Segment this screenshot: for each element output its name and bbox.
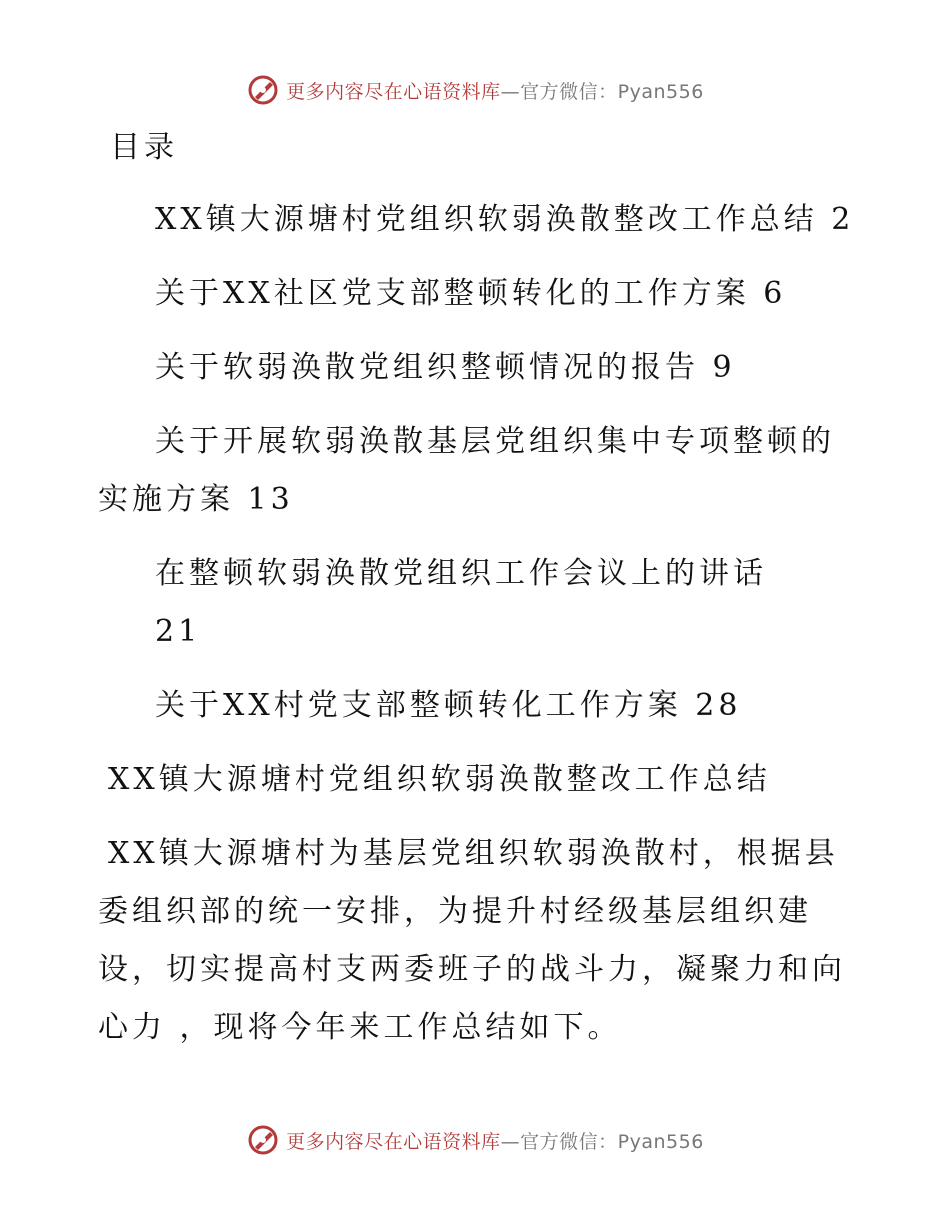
section-title: XX镇大源塘村党组织软弱涣散整改工作总结	[108, 762, 771, 797]
toc-entry-2[interactable]: 关于XX社区党支部整顿转化的工作方案 6	[155, 276, 787, 311]
logo-icon	[246, 1123, 280, 1157]
watermark-gray-text: —官方微信：Pyan556	[500, 1130, 704, 1153]
watermark-red-text: 更多内容尽在心语资料库	[286, 80, 501, 103]
watermark-text	[286, 1127, 704, 1154]
toc-entry-6[interactable]: 关于XX村党支部整顿转化工作方案 28	[155, 688, 742, 723]
body-line-1: XX镇大源塘村为基层党组织软弱涣散村，根据县	[108, 836, 839, 871]
body-line-2: 委组织部的统一安排，为提升村经级基层组织建	[98, 894, 812, 929]
footer-watermark	[0, 1120, 950, 1160]
toc-title: 目录	[110, 130, 178, 165]
watermark-gray-text: —官方微信：Pyan556	[500, 80, 704, 103]
watermark-red-text: 更多内容尽在心语资料库	[286, 1130, 501, 1153]
toc-entry-4-line1[interactable]: 关于开展软弱涣散基层党组织集中专项整顿的	[155, 424, 835, 459]
toc-entry-5-line1[interactable]: 在整顿软弱涣散党组织工作会议上的讲话	[155, 556, 767, 591]
logo-icon	[246, 73, 280, 107]
toc-entry-5-line2[interactable]: 21	[155, 614, 202, 649]
body-line-4: 心力 ，现将今年来工作总结如下。	[98, 1010, 622, 1045]
watermark-text	[286, 77, 704, 104]
toc-entry-4-line2[interactable]: 实施方案 13	[98, 482, 294, 517]
toc-entry-3[interactable]: 关于软弱涣散党组织整顿情况的报告 9	[155, 350, 736, 385]
header-watermark	[0, 70, 950, 110]
body-line-3: 设，切实提高村支两委班子的战斗力，凝聚力和向	[98, 952, 846, 987]
toc-entry-1[interactable]: XX镇大源塘村党组织软弱涣散整改工作总结 2	[155, 202, 855, 237]
